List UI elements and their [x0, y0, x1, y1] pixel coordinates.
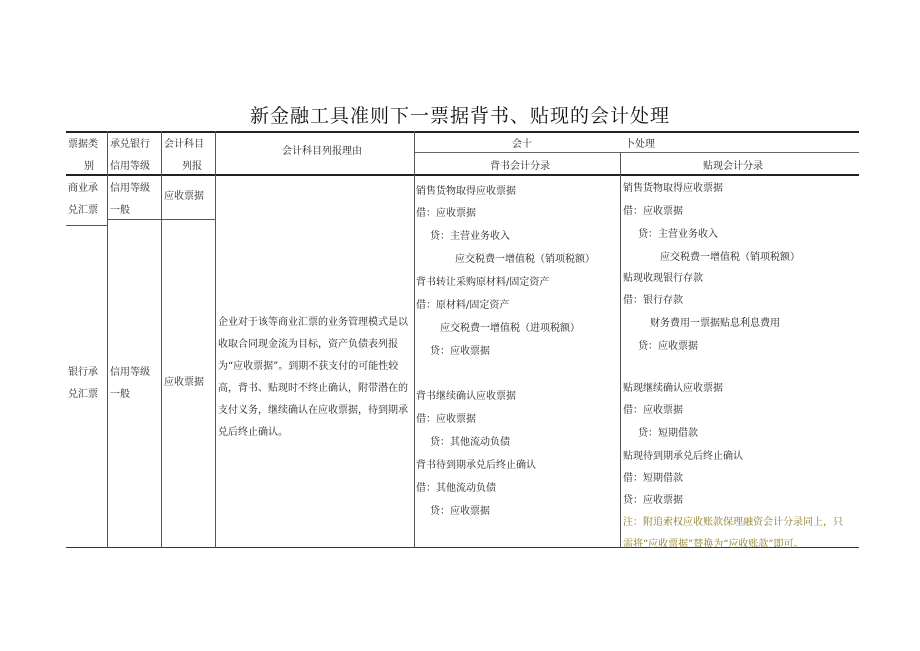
row1-subject: 应收票据 — [164, 191, 204, 202]
header-type-line2: 别 — [84, 161, 94, 172]
discount-line: 贴现继续确认应收票据 — [623, 383, 723, 394]
discount-line: 贷：短期借款 — [638, 428, 698, 439]
row2-type-line2: 兑汇票 — [68, 389, 98, 400]
discount-line: 贷：应收票据 — [623, 495, 683, 506]
header-subject-line1: 会计科目 — [164, 139, 204, 150]
col-divider-1 — [107, 131, 108, 548]
header-type-line1: 票据类 — [68, 139, 98, 150]
endorse-line: 贷：应收票据 — [430, 506, 490, 517]
endorse-line: 贷：主营业务收入 — [430, 231, 510, 242]
row2-credit-line1: 信用等级 — [110, 367, 150, 378]
note-line1: 注：附追索权应收账款保理融资会计分录同上，只 — [623, 517, 843, 528]
discount-line: 财务费用一票据贴息利息费用 — [650, 318, 780, 329]
discount-line: 借：应收票据 — [623, 405, 683, 416]
endorse-line: 背书继续确认应收票据 — [416, 391, 516, 402]
reason-paragraph: 企业对于该等商业汇票的业务管理模式是以收取合同现金流为目标，资产负债表列报为“应收票据”。到期不获支付的可能性较高，背书、贴现时不终止确认，附带潜在的支付义务，继续确认在应收票据，待到期承兑后终止确认。 — [218, 317, 408, 438]
header-endorse: 背书会计分录 — [490, 161, 550, 172]
discount-line: 销售货物取得应收票据 — [623, 183, 723, 194]
row1-type-line2: 兑汇票 — [68, 205, 98, 216]
discount-line: 借：银行存款 — [623, 295, 683, 306]
endorse-line: 借：应收票据 — [416, 208, 476, 219]
header-treatment-a: 会十 — [512, 139, 532, 150]
col-divider-4 — [414, 131, 415, 548]
header-treatment-b: 卜处理 — [625, 139, 655, 150]
endorse-line: 借：其他流动负债 — [416, 483, 496, 494]
row2-credit-line2: 一般 — [110, 389, 130, 400]
page-title: 新金融工具准则下一票据背书、贴现的会计处理 — [249, 105, 670, 127]
endorse-line: 应交税费一增值税（销项税额） — [455, 254, 595, 265]
endorse-line: 贷：应收票据 — [430, 346, 490, 357]
endorse-line: 贷：其他流动负债 — [430, 437, 510, 448]
header-subject-line2: 列报 — [182, 161, 202, 172]
discount-line: 借：应收票据 — [623, 206, 683, 217]
header-reason: 会计科目列报理由 — [282, 146, 362, 157]
row-divider-1-left — [66, 225, 108, 226]
endorse-line: 应交税费一增值税（进项税额） — [440, 323, 580, 334]
discount-line: 贷：应收票据 — [638, 341, 698, 352]
header-bottom-border — [66, 174, 859, 176]
discount-line: 应交税费一增值税（销项税额） — [660, 252, 800, 263]
discount-line: 借：短期借款 — [623, 473, 683, 484]
col-divider-5 — [620, 152, 621, 548]
col-divider-2 — [161, 131, 162, 548]
row1-type-line1: 商业承 — [68, 183, 98, 194]
discount-line: 贴现收现银行存款 — [623, 273, 703, 284]
header-discount: 贴现会计分录 — [703, 161, 763, 172]
header-sub-divider — [414, 152, 859, 153]
row1-credit-line2: 一般 — [110, 205, 130, 216]
row2-type-line1: 银行承 — [68, 367, 98, 378]
endorse-line: 借：应收票据 — [416, 414, 476, 425]
endorse-line: 销售货物取得应收票据 — [416, 186, 516, 197]
row1-credit-line1: 信用等级 — [110, 183, 150, 194]
endorse-line: 借：原材料/固定资产 — [416, 300, 510, 311]
endorse-line: 背书待到期承兑后终止确认 — [416, 460, 536, 471]
endorse-line: 背书转让采购原材料/固定资产 — [416, 277, 550, 288]
header-bank-line2: 信用等级 — [110, 161, 150, 172]
header-bank-line1: 承兑银行 — [110, 139, 150, 150]
discount-line: 贷：主营业务收入 — [638, 229, 718, 240]
col-divider-3 — [215, 131, 216, 548]
discount-line: 贴现待到期承兑后终止确认 — [623, 451, 743, 462]
note-line2: 需将“应收票据”替换为“应收账款”即可。 — [623, 539, 804, 550]
table-top-border — [66, 131, 859, 133]
row2-subject: 应收票据 — [164, 377, 204, 388]
